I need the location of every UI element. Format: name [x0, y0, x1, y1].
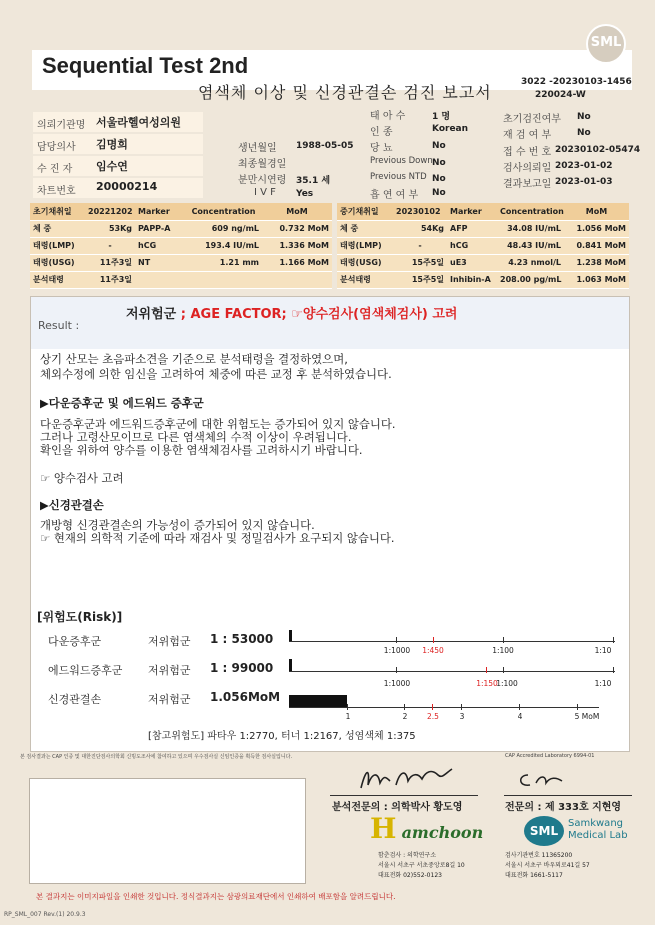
st-marker-3: uE3: [447, 254, 497, 271]
st-header-conc: Concentration: [497, 203, 564, 220]
st-weight: 54Kg: [393, 220, 447, 237]
prev-down-label: Previous Down: [370, 156, 433, 166]
risk-down-label-1: 1:1000: [383, 646, 411, 655]
result-section-down-edwards: ▶다운증후군 및 에드워드 증후군: [40, 396, 204, 410]
form-code: RP_SML_007 Rev.(1) 20.9.3: [4, 911, 86, 918]
risk-ntd-tick-3: [432, 704, 433, 710]
st-date-label: 중기채취일: [337, 203, 393, 220]
specialist-signature-icon: [516, 769, 566, 791]
result-line-2: 체외수정에 의한 임신을 고려하여 체중에 따른 교정 후 분석하였습니다.: [40, 367, 392, 381]
dob-label: 생년월일: [238, 143, 277, 154]
risk-ntd-tick-1: [347, 704, 348, 710]
sml-addr2: 서울시 서초구 바우뫼로41길 57: [505, 862, 590, 869]
request-label: 검사의뢰일: [503, 163, 552, 174]
ft-usg: 11주3일: [85, 254, 135, 271]
st-lmp: -: [393, 237, 447, 254]
risk-edwards-label-3: 1:100: [496, 679, 518, 688]
analyst-signature: [356, 763, 456, 799]
risk-ntd-group: 저위험군: [148, 693, 191, 706]
risk-down-tick-1: [396, 637, 397, 643]
ft-weight-label: 체 중: [30, 220, 85, 237]
result-line-4: 다운증후군과 에드워드증후군에 대한 위험도는 증가되어 있지 않습니다.: [40, 417, 396, 431]
ft-lmp: -: [85, 237, 135, 254]
report-code-1: 3022 -20230103-1456: [521, 77, 632, 87]
st-marker-4: Inhibin-A: [447, 271, 497, 288]
prev-ntd-value: No: [432, 174, 446, 184]
risk-edwards-label-1: 1:1000: [383, 679, 411, 688]
report-title-en: Sequential Test 2nd: [42, 53, 249, 78]
ft-mom-2: 1.336 MoM: [262, 237, 332, 254]
ft-mom-1: 0.732 MoM: [262, 220, 332, 237]
sml-tel: 대표전화 1661-5117: [505, 872, 563, 879]
ft-empty-1: [135, 271, 185, 288]
hamchoon-logo: [370, 812, 483, 845]
retest-value: No: [577, 128, 591, 138]
risk-edwards-axis: [289, 671, 615, 672]
st-header-mom: MoM: [564, 203, 629, 220]
result-line-5: 그러나 고령산모이므로 다른 염색체의 수적 이상이 우려됩니다.: [40, 430, 352, 444]
risk-down-tick-4: [613, 637, 614, 643]
risk-ntd-bar: [289, 695, 347, 707]
st-mom-1: 1.056 MoM: [564, 220, 629, 237]
risk-edwards-tick-2: [486, 667, 487, 673]
st-weight-label: 체 중: [337, 220, 393, 237]
hamchoon-tel: 대표전화 02)552-0123: [378, 872, 442, 879]
smoking-label: 흡 연 여 부: [370, 190, 419, 201]
bottom-note: 본 결과지는 이미지파일을 인쇄한 것입니다. 정식결과지는 삼광의료재단에서 인쇄하여 배포함을 알려드립니다.: [36, 892, 396, 901]
ft-mom-3: 1.166 MoM: [262, 254, 332, 271]
hamchoon-wordmark: amchoon: [401, 823, 484, 842]
hospital-label: 의뢰기관명: [37, 120, 86, 131]
specialist-name: 전문의 : 제 333호 지현영: [505, 802, 622, 813]
analyst-name: 분석전문의 : 의학박사 황도영: [332, 802, 463, 813]
analyst-underline: [330, 795, 478, 796]
fetus-value: 1 명: [432, 112, 451, 122]
sml-footer-logo-text: SML: [529, 824, 559, 838]
risk-down-axis: [289, 641, 615, 642]
receipt-value: 20230102-05474: [555, 145, 641, 155]
result-line-6: 확인을 위하여 양수를 이용한 염색체검사를 고려하시기 바랍니다.: [40, 443, 363, 457]
result-headline-red: ; AGE FACTOR; ☞양수검사(염색체검사) 고려: [180, 307, 458, 322]
patient-value: 임수연: [96, 160, 128, 173]
result-line-7: ☞ 양수검사 고려: [40, 471, 124, 485]
lmp-label: 최종월경일: [238, 159, 287, 170]
ft-date: 20221202: [85, 203, 135, 220]
first-value: No: [577, 112, 591, 122]
sml-logo-text: SML: [590, 35, 622, 50]
risk-down-value: 1 : 53000: [210, 632, 274, 646]
result-line-1: 상기 산모는 초음파소견을 기준으로 분석태령을 결정하였으며,: [40, 352, 348, 366]
st-conc-3: 4.23 nmol/L: [497, 254, 564, 271]
risk-down-label-2: 1:450: [422, 646, 444, 655]
ft-conc-1: 609 ng/mL: [185, 220, 262, 237]
st-marker-1: AFP: [447, 220, 497, 237]
prev-down-value: No: [432, 158, 446, 168]
ft-header-marker: Marker: [135, 203, 185, 220]
st-analysis-label: 분석태령: [337, 271, 393, 288]
risk-ntd-name: 신경관결손: [48, 693, 102, 706]
chart-value: 20000214: [96, 180, 158, 193]
ft-weight: 53Kg: [85, 220, 135, 237]
risk-down-tick-3: [503, 637, 504, 643]
risk-edwards-tick-4: [613, 667, 614, 673]
hamchoon-h-icon: H: [370, 812, 397, 845]
chart-label: 차트번호: [37, 186, 76, 197]
receipt-label: 접 수 번 호: [503, 147, 552, 158]
sml-logo: [586, 24, 626, 64]
age-value: 35.1 세: [296, 176, 331, 186]
hospital-value: 서울라헬여성의원: [96, 116, 182, 129]
st-usg-label: 태령(USG): [337, 254, 393, 271]
risk-edwards-label-2: 1:150: [476, 679, 498, 688]
risk-ntd-value: 1.056MoM: [210, 690, 281, 704]
st-mom-2: 0.841 MoM: [564, 237, 629, 254]
ivf-label: I V F: [254, 187, 276, 198]
risk-down-tick-2: [433, 637, 434, 643]
patient-label: 수 진 자: [37, 164, 73, 175]
st-analysis: 15주5일: [393, 271, 447, 288]
ft-conc-2: 193.4 IU/mL: [185, 237, 262, 254]
hamchoon-addr2: 서울시 서초구 서초중앙로8길 10: [378, 862, 465, 869]
ft-empty-2: [185, 271, 262, 288]
retest-label: 재 검 여 부: [503, 130, 552, 141]
specialist-underline: [504, 795, 632, 796]
risk-ntd-label-6: 5 MoM: [574, 712, 600, 721]
dob-value: 1988-05-05: [296, 141, 354, 151]
risk-ntd-label-3: 2.5: [427, 712, 439, 721]
prev-ntd-label: Previous NTD: [370, 172, 427, 182]
doctor-value: 김명희: [96, 138, 128, 151]
accreditation-note: 본 검사결과는 CAP 인증 및 대한진단검사의학회 신빙도조사에 참여하고 있으며 우수검사실 신임인증을 획득한 검사실입니다.: [20, 754, 293, 760]
ft-lmp-label: 태령(LMP): [30, 237, 85, 254]
risk-down-label-4: 1:10: [594, 646, 612, 655]
ft-marker-2: hCG: [135, 237, 185, 254]
risk-edwards-value: 1 : 99000: [210, 661, 274, 675]
ft-marker-1: PAPP-A: [135, 220, 185, 237]
ivf-value: Yes: [296, 189, 314, 199]
risk-ntd-label-1: 1: [345, 712, 351, 721]
risk-title: [위험도(Risk)]: [37, 610, 123, 624]
result-line-10: ☞ 현재의 의학적 기준에 따라 재검사 및 정밀검사가 요구되지 않습니다.: [40, 531, 395, 545]
report-title-ko: 염색체 이상 및 신경관결손 검진 보고서: [198, 83, 492, 102]
st-date: 20230102: [393, 203, 447, 220]
request-value: 2023-01-02: [555, 161, 613, 171]
ft-header-mom: MoM: [262, 203, 332, 220]
st-conc-2: 48.43 IU/mL: [497, 237, 564, 254]
report-code-2: 220024-W: [535, 90, 586, 100]
ft-marker-3: NT: [135, 254, 185, 271]
ft-empty-3: [262, 271, 332, 288]
risk-edwards-scale: [289, 659, 615, 689]
age-label: 분만시연령: [238, 175, 287, 186]
st-mom-3: 1.238 MoM: [564, 254, 629, 271]
risk-ntd-label-5: 4: [517, 712, 523, 721]
race-value: Korean: [432, 124, 469, 134]
st-mom-4: 1.063 MoM: [564, 271, 629, 288]
risk-ntd-scale: [289, 695, 615, 723]
risk-edwards-label-4: 1:10: [594, 679, 612, 688]
st-header-marker: Marker: [447, 203, 497, 220]
risk-edwards-group: 저위험군: [148, 664, 191, 677]
fetus-label: 태 아 수: [370, 111, 406, 122]
risk-reference: [참고위험도] 파타우 1:2770, 터너 1:2167, 성염색체 1:375: [148, 731, 416, 742]
risk-ntd-tick-6: [577, 704, 578, 710]
analyst-signature-icon: [356, 763, 456, 795]
sml-footer-logo: [524, 816, 564, 846]
race-label: 인 종: [370, 127, 393, 138]
report-label: 결과보고일: [503, 179, 552, 190]
risk-edwards-name: 에드워드증후군: [48, 664, 123, 677]
risk-down-label-3: 1:100: [492, 646, 514, 655]
ft-conc-3: 1.21 mm: [185, 254, 262, 271]
sml-addr1: 검사기관번호 11365200: [505, 852, 573, 859]
result-headline-group: 저위험군: [126, 307, 177, 322]
ft-usg-label: 태령(USG): [30, 254, 85, 271]
ft-analysis-label: 분석태령: [30, 271, 85, 288]
st-usg: 15주5일: [393, 254, 447, 271]
hamchoon-addr1: 함춘검사 : 의학연구소: [378, 852, 437, 859]
second-trimester-table: [337, 203, 629, 289]
st-conc-4: 208.00 pg/mL: [497, 271, 564, 288]
report-value: 2023-01-03: [555, 177, 613, 187]
result-line-9: 개방형 신경관결손의 가능성이 증가되어 있지 않습니다.: [40, 518, 315, 532]
result-section-ntd: ▶신경관결손: [40, 498, 104, 512]
risk-down-group: 저위험군: [148, 635, 191, 648]
risk-edwards-tick-1: [396, 667, 397, 673]
first-trimester-table: [30, 203, 332, 289]
risk-ntd-label-2: 2: [402, 712, 408, 721]
risk-ntd-tick-4: [461, 704, 462, 710]
st-lmp-label: 태령(LMP): [337, 237, 393, 254]
result-headline: [126, 303, 457, 322]
result-label: Result :: [38, 319, 80, 332]
risk-edwards-tick-3: [503, 667, 504, 673]
risk-down-scale: [289, 630, 615, 656]
risk-ntd-label-4: 3: [459, 712, 465, 721]
first-label: 초기검진여부: [503, 114, 561, 125]
sml-name-1: Samkwang: [568, 818, 623, 829]
diabetes-label: 당 뇨: [370, 143, 393, 154]
sml-name-2: Medical Lab: [568, 830, 628, 841]
ft-header-conc: Concentration: [185, 203, 262, 220]
ft-analysis: 11주3일: [85, 271, 135, 288]
risk-ntd-axis: [289, 707, 599, 708]
memo-box: [29, 778, 306, 884]
doctor-label: 담당의사: [37, 142, 76, 153]
st-conc-1: 34.08 IU/mL: [497, 220, 564, 237]
st-marker-2: hCG: [447, 237, 497, 254]
smoking-value: No: [432, 188, 446, 198]
diabetes-value: No: [432, 141, 446, 151]
cap-note: CAP Accredited Laboratory 6994-01: [505, 753, 595, 759]
risk-ntd-tick-5: [519, 704, 520, 710]
risk-down-name: 다운증후군: [48, 635, 102, 648]
ft-date-label: 초기채취일: [30, 203, 85, 220]
risk-ntd-tick-2: [404, 704, 405, 710]
specialist-signature: [516, 769, 566, 795]
